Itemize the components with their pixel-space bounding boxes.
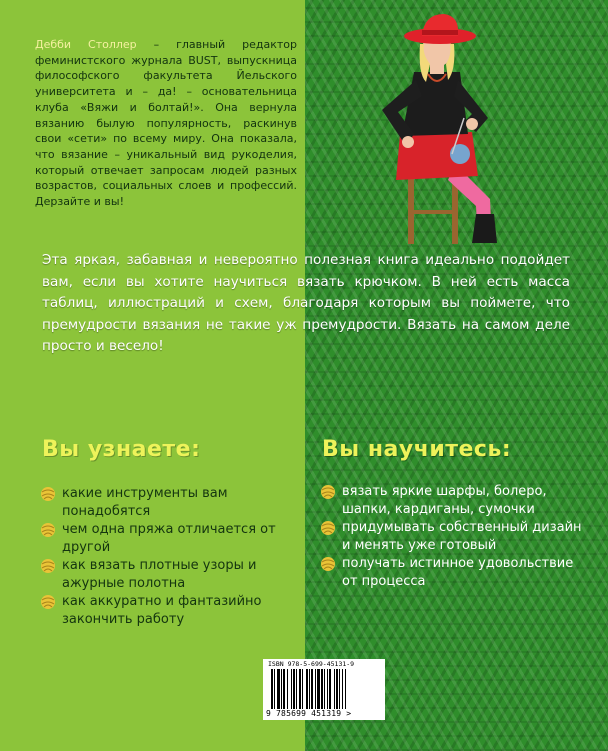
list-item	[40, 485, 298, 521]
skills-item-text: получать истинное удовольствие от процесса	[342, 556, 574, 589]
learn-item-text: какие инструменты вам понадобятся	[62, 486, 228, 519]
learn-list	[40, 485, 298, 629]
author-bio-text: – главный редактор феминистского журнала BUST, выпускница философского факультета Йельского университета и – да! – основательница клуба «Вяжи и болтай!». Она вернула вязанию былую популярность, раскинув свои «сети» по всему миру. Она показала, что вязание – уникальный вид рукоделия, который отвечает запросам людей разных возрастов, социальных слоев и профессий. Дерзайте и вы!	[35, 38, 297, 209]
yarn-ball-icon	[40, 594, 56, 610]
yarn-ball-icon	[40, 558, 56, 574]
isbn-label: ISBN 978-5-699-45131-9	[268, 660, 355, 668]
list-item	[40, 557, 298, 593]
yarn-ball-icon	[320, 520, 336, 536]
yarn-ball-icon	[40, 522, 56, 538]
author-photo	[360, 14, 510, 246]
author-name: Дебби Столлер	[35, 38, 137, 51]
yarn-ball-icon	[320, 556, 336, 572]
yarn-ball-icon	[40, 486, 56, 502]
yarn-ball-icon	[320, 484, 336, 500]
learn-heading: Вы узнаете:	[42, 437, 201, 462]
list-item	[40, 521, 298, 557]
list-item	[320, 555, 582, 591]
skills-heading: Вы научитесь:	[322, 437, 512, 462]
learn-item-text: как вязать плотные узоры и ажурные полотна	[62, 558, 257, 591]
barcode-bars	[271, 669, 379, 709]
learn-item-text: как аккуратно и фантазийно закончить работу	[62, 594, 262, 627]
intro-paragraph: Эта яркая, забавная и невероятно полезная книга идеально подойдет вам, если вы хотите научиться вязать крючком. В ней есть масса таблиц, иллюстраций и схем, благодаря которым вы поймете, что премудрости вязания не такие уж премудрости. Вязать на самом деле просто и весело!	[42, 252, 570, 354]
learn-item-text: чем одна пряжа отличается от другой	[62, 522, 276, 555]
skills-item-text: придумывать собственный дизайн и менять уже готовый	[342, 520, 582, 553]
author-bio	[35, 37, 297, 210]
list-item	[40, 593, 298, 629]
skills-list	[320, 483, 582, 591]
skills-item-text: вязать яркие шарфы, болеро, шапки, кардиганы, сумочки	[342, 484, 547, 517]
list-item	[320, 519, 582, 555]
barcode	[263, 659, 385, 720]
barcode-digits: 9 785699 451319 >	[266, 709, 352, 718]
list-item	[320, 483, 582, 519]
